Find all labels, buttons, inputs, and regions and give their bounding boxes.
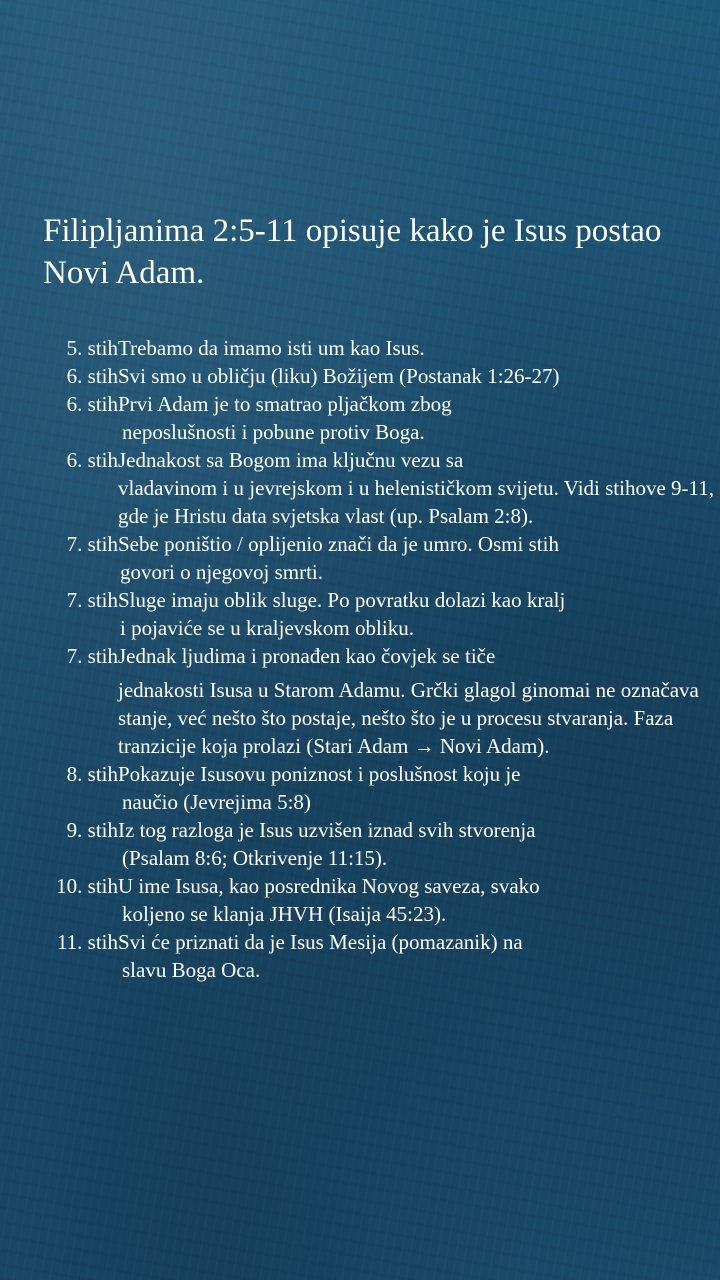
verse-text xyxy=(118,362,720,390)
verse-number: 7. stih xyxy=(66,644,118,668)
verse-text xyxy=(118,760,720,816)
verse-item xyxy=(0,816,720,872)
verse-continuation: i pojaviće se u kraljevskom obliku. xyxy=(120,616,414,640)
verse-first-line: Trebamo da imamo isti um kao Isus. xyxy=(118,336,425,360)
verse-number: 6. stih xyxy=(66,392,118,416)
verse-first-line: Jednak ljudima i pronađen kao čovjek se tiče xyxy=(118,644,496,668)
verse-continuation: slavu Boga Oca. xyxy=(122,958,261,982)
verse-item xyxy=(0,760,720,816)
page-title: Filipljanima 2:5-11 opisuje kako je Isus postao Novi Adam. xyxy=(43,213,662,291)
verse-item xyxy=(0,642,720,760)
verse-continuation: neposlušnosti i pobune protiv Boga. xyxy=(122,420,425,444)
verse-text xyxy=(118,390,720,446)
verse-number: 10. stih xyxy=(56,874,118,898)
verse-number: 5. stih xyxy=(66,336,118,360)
verse-list xyxy=(0,334,720,984)
verse-text xyxy=(118,816,720,872)
verse-item xyxy=(0,928,720,984)
verse-continuation: jednakosti Isusa u Starom Adamu. Grčki glagol ginomai ne označava stanje, već nešto što postaje, nešto što je u procesu stvaranja. Faza tranzicije koja prolazi (Stari Adam → Novi Adam). xyxy=(118,678,699,758)
verse-continuation: govori o njegovoj smrti. xyxy=(120,560,323,584)
verse-text xyxy=(118,334,720,362)
verse-first-line: Sebe poništio / oplijenio znači da je umro. Osmi stih xyxy=(118,532,559,556)
verse-number: 8. stih xyxy=(66,762,118,786)
verse-number: 6. stih xyxy=(66,448,118,472)
verse-continuation: naučio (Jevrejima 5:8) xyxy=(122,790,311,814)
verse-item xyxy=(0,872,720,928)
verse-text xyxy=(118,642,720,760)
verse-first-line: U ime Isusa, kao posrednika Novog saveza, svako xyxy=(118,874,540,898)
verse-text xyxy=(118,446,720,530)
verse-number: 6. stih xyxy=(66,364,118,388)
verse-number: 7. stih xyxy=(66,532,118,556)
verse-text xyxy=(118,530,720,586)
verse-first-line: Svi smo u obličju (liku) Božijem (Postanak 1:26-27) xyxy=(118,364,560,388)
verse-item xyxy=(0,390,720,446)
verse-item xyxy=(0,362,720,390)
verse-text xyxy=(118,586,720,642)
verse-item xyxy=(0,334,720,362)
verse-continuation: (Psalam 8:6; Otkrivenje 11:15). xyxy=(122,846,388,870)
verse-number: 9. stih xyxy=(66,818,118,842)
verse-item xyxy=(0,586,720,642)
verse-text xyxy=(118,928,720,984)
verse-item xyxy=(0,446,720,530)
verse-first-line: Prvi Adam je to smatrao pljačkom zbog xyxy=(118,392,452,416)
verse-first-line: Sluge imaju oblik sluge. Po povratku dolazi kao kralj xyxy=(118,588,566,612)
verse-number: 11. stih xyxy=(56,930,118,954)
verse-number: 7. stih xyxy=(66,588,118,612)
verse-first-line: Svi će priznati da je Isus Mesija (pomazanik) na xyxy=(118,930,523,954)
verse-item xyxy=(0,530,720,586)
verse-text xyxy=(118,872,720,928)
verse-first-line: Jednakost sa Bogom ima ključnu vezu sa xyxy=(118,448,464,472)
verse-continuation: vladavinom i u jevrejskom i u helenističkom svijetu. Vidi stihove 9-11, gde je Hristu data svjetska vlast (up. Psalam 2:8). xyxy=(118,476,714,528)
verse-first-line: Pokazuje Isusovu poniznost i poslušnost koju je xyxy=(118,762,521,786)
verse-first-line: Iz tog razloga je Isus uzvišen iznad svih stvorenja xyxy=(118,818,536,842)
verse-continuation: koljeno se klanja JHVH (Isaija 45:23). xyxy=(122,902,447,926)
